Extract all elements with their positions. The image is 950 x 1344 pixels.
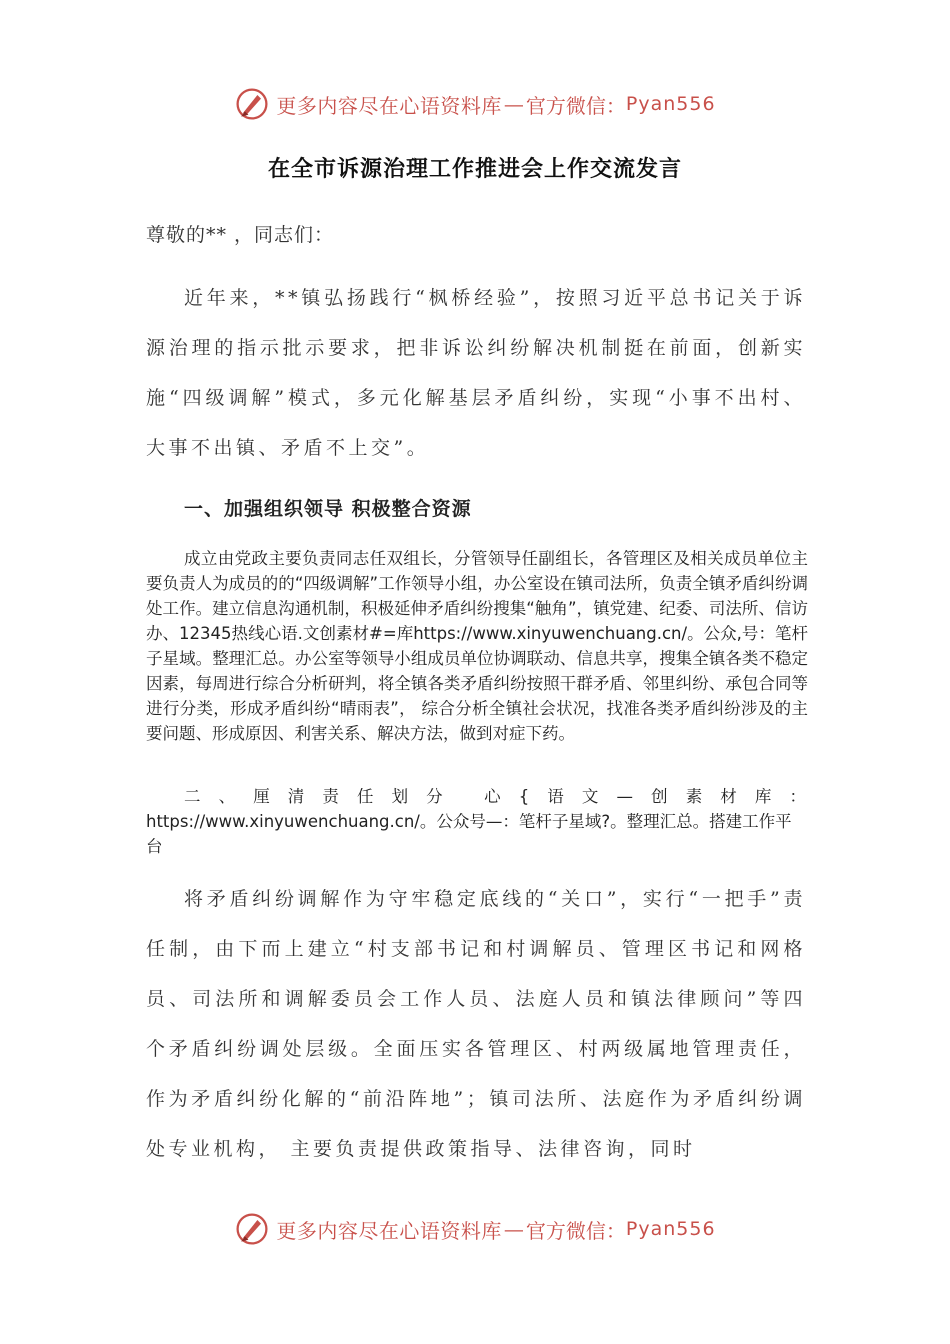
pen-nib-logo-icon [234,1211,270,1247]
section2-heading-line2: https://www.xinyuwenchuang.cn/。公众号—：笔杆子星域?。整理汇总。搭建工作平台 [146,812,792,856]
section2-heading-line1: 二、厘清责任划分 心{语文—创素材库： [184,787,808,806]
section1-heading: 一、加强组织领导 积极整合资源 [184,498,472,520]
salutation: 尊敬的** ，同志们： [146,224,335,246]
section2-paragraph: 将矛盾纠纷调解作为守牢稳定底线的“关口”，实行“一把手”责任制，由下而上建立“村支部书记和村调解员、管理区书记和网格员、司法所和调解委员会工作人员、法庭人员和镇法律顾问”等四个矛盾纠纷调处层级。全面压实各管理区、村两级属地管理责任，作为矛盾纠纷化解的“前沿阵地”；镇司法所、法庭作为矛盾纠纷调处专业机构， 主要负责提供政策指导、法律咨询，同时 [146,888,806,1160]
banner-wechat-label: 官方微信： [525,1218,626,1243]
banner-site-name: 更多内容尽在心语资料库 [276,1218,502,1243]
banner-dash: — [503,92,524,116]
document-title: 在全市诉源治理工作推进会上作交流发言 [267,157,682,182]
banner-wechat-label: 官方微信： [525,93,626,118]
pen-nib-logo-icon [234,86,270,122]
section1-paragraph: 成立由党政主要负责同志任双组长，分管领导任副组长，各管理区及相关成员单位主要负责人为成员的的“四级调解”工作领导小组，办公室设在镇司法所，负责全镇矛盾纠纷调处工作。建立信息沟通机制，积极延伸矛盾纠纷搜集“触角”，镇党建、纪委、司法所、信访办、12345热线心语.文创素材#=库https://www.xinyuwenchuang.cn/。公众,号：笔杆子星域。整理汇总。办公室等领导小组成员单位协调联动、信息共享，搜集全镇各类不稳定因素，每周进行综合分析研判，将全镇各类矛盾纠纷按照干群矛盾、邻里纠纷、承包合同等进行分类，形成矛盾纠纷“晴雨表”， 综合分析全镇社会状况，找准各类矛盾纠纷涉及的主要问题、形成原因、利害关系、解决方法，做到对症下药。 [146,549,808,743]
footer-banner [0,1209,950,1249]
banner-dash: — [503,1217,524,1241]
intro-paragraph: 近年来，**镇弘扬践行“枫桥经验”，按照习近平总书记关于诉源治理的指示批示要求，把非诉讼纠纷解决机制挺在前面，创新实施“四级调解”模式，多元化解基层矛盾纠纷，实现“小事不出村、大事不出镇、矛盾不上交”。 [146,287,806,459]
banner-site-name: 更多内容尽在心语资料库 [276,93,502,118]
header-banner [0,84,950,124]
section2-heading [146,784,808,859]
banner-wechat-id: Pyan556 [625,1218,716,1240]
banner-wechat-id: Pyan556 [625,93,716,115]
